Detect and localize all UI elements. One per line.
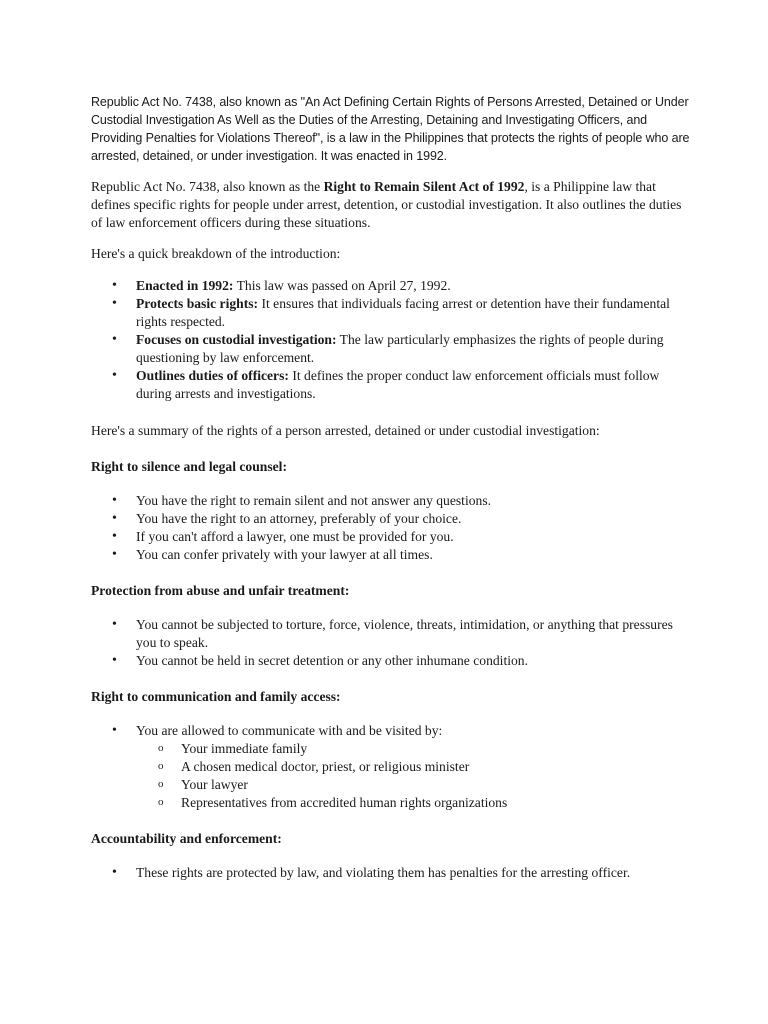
list-item: • You have the right to remain silent and not answer any questions. [91, 492, 691, 510]
sub-list-item: o Representatives from accredited human rights organizations [136, 794, 691, 812]
accountability-list [91, 864, 691, 882]
list-item [91, 331, 691, 367]
list-item [91, 295, 691, 331]
list-item-label: Enacted in 1992: [136, 278, 234, 293]
summary-intro: Here's a summary of the rights of a person arrested, detained or under custodial investigation: [91, 423, 600, 438]
abuse-list [91, 616, 691, 670]
overview-text-end: , is a Philippine law that defines specific rights for people under arrest, detention, or custodial investigation. It also outlines the duties of law enforcement officers during these situations. [91, 179, 682, 230]
list-item [91, 722, 691, 812]
sub-list-item: o A chosen medical doctor, priest, or religious minister [136, 758, 691, 776]
breakdown-intro: Here's a quick breakdown of the introduction: [91, 246, 341, 261]
list-item: • These rights are protected by law, and violating them has penalties for the arresting officer. [91, 864, 691, 882]
breakdown-list [91, 277, 691, 403]
list-item [91, 277, 691, 295]
section-heading-communication: Right to communication and family access: [91, 689, 341, 704]
list-item [91, 367, 691, 403]
visitor-sublist [136, 740, 691, 812]
communication-list [91, 722, 691, 812]
list-item-label: Protects basic rights: [136, 296, 259, 311]
list-item-text: It defines the proper conduct law enforcement officials must follow during arrests and investigations. [136, 368, 660, 401]
section-heading-silence: Right to silence and legal counsel: [91, 459, 287, 474]
overview-paragraph [91, 178, 691, 232]
list-item: • You can confer privately with your lawyer at all times. [91, 546, 691, 564]
list-item: • If you can't afford a lawyer, one must be provided for you. [91, 528, 691, 546]
list-item: • You cannot be held in secret detention or any other inhumane condition. [91, 652, 691, 670]
sub-list-item: o Your lawyer [136, 776, 691, 794]
list-item-label: Focuses on custodial investigation: [136, 332, 337, 347]
list-item-label: Outlines duties of officers: [136, 368, 289, 383]
list-item: • You have the right to an attorney, preferably of your choice. [91, 510, 691, 528]
section-heading-accountability: Accountability and enforcement: [91, 831, 282, 846]
section-heading-abuse: Protection from abuse and unfair treatment: [91, 583, 350, 598]
silence-list [91, 492, 691, 564]
list-item-text: You are allowed to communicate with and be visited by: [136, 723, 443, 738]
document-page [91, 93, 691, 882]
overview-text-start: Republic Act No. 7438, also known as the [91, 179, 324, 194]
list-item-text: This law was passed on April 27, 1992. [233, 278, 451, 293]
sub-list-item: o Your immediate family [136, 740, 691, 758]
list-item-text: It ensures that individuals facing arrest or detention have their fundamental rights respected. [136, 296, 670, 329]
list-item: • You cannot be subjected to torture, force, violence, threats, intimidation, or anything that pressures you to speak. [91, 616, 691, 652]
act-short-title: Right to Remain Silent Act of 1992 [323, 179, 525, 194]
list-item-text: The law particularly emphasizes the rights of people during questioning by law enforcement. [136, 332, 664, 365]
intro-paragraph: Republic Act No. 7438, also known as "An Act Defining Certain Rights of Persons Arrested, Detained or Under Custodial Investigation As Well as the Duties of the Arresting, Detaining and Investigating Officers, and Providing Penalties for Violations Thereof", is a law in the Philippines that protects the rights of people who are arrested, detained, or under investigation. It was enacted in 1992. [91, 95, 690, 163]
